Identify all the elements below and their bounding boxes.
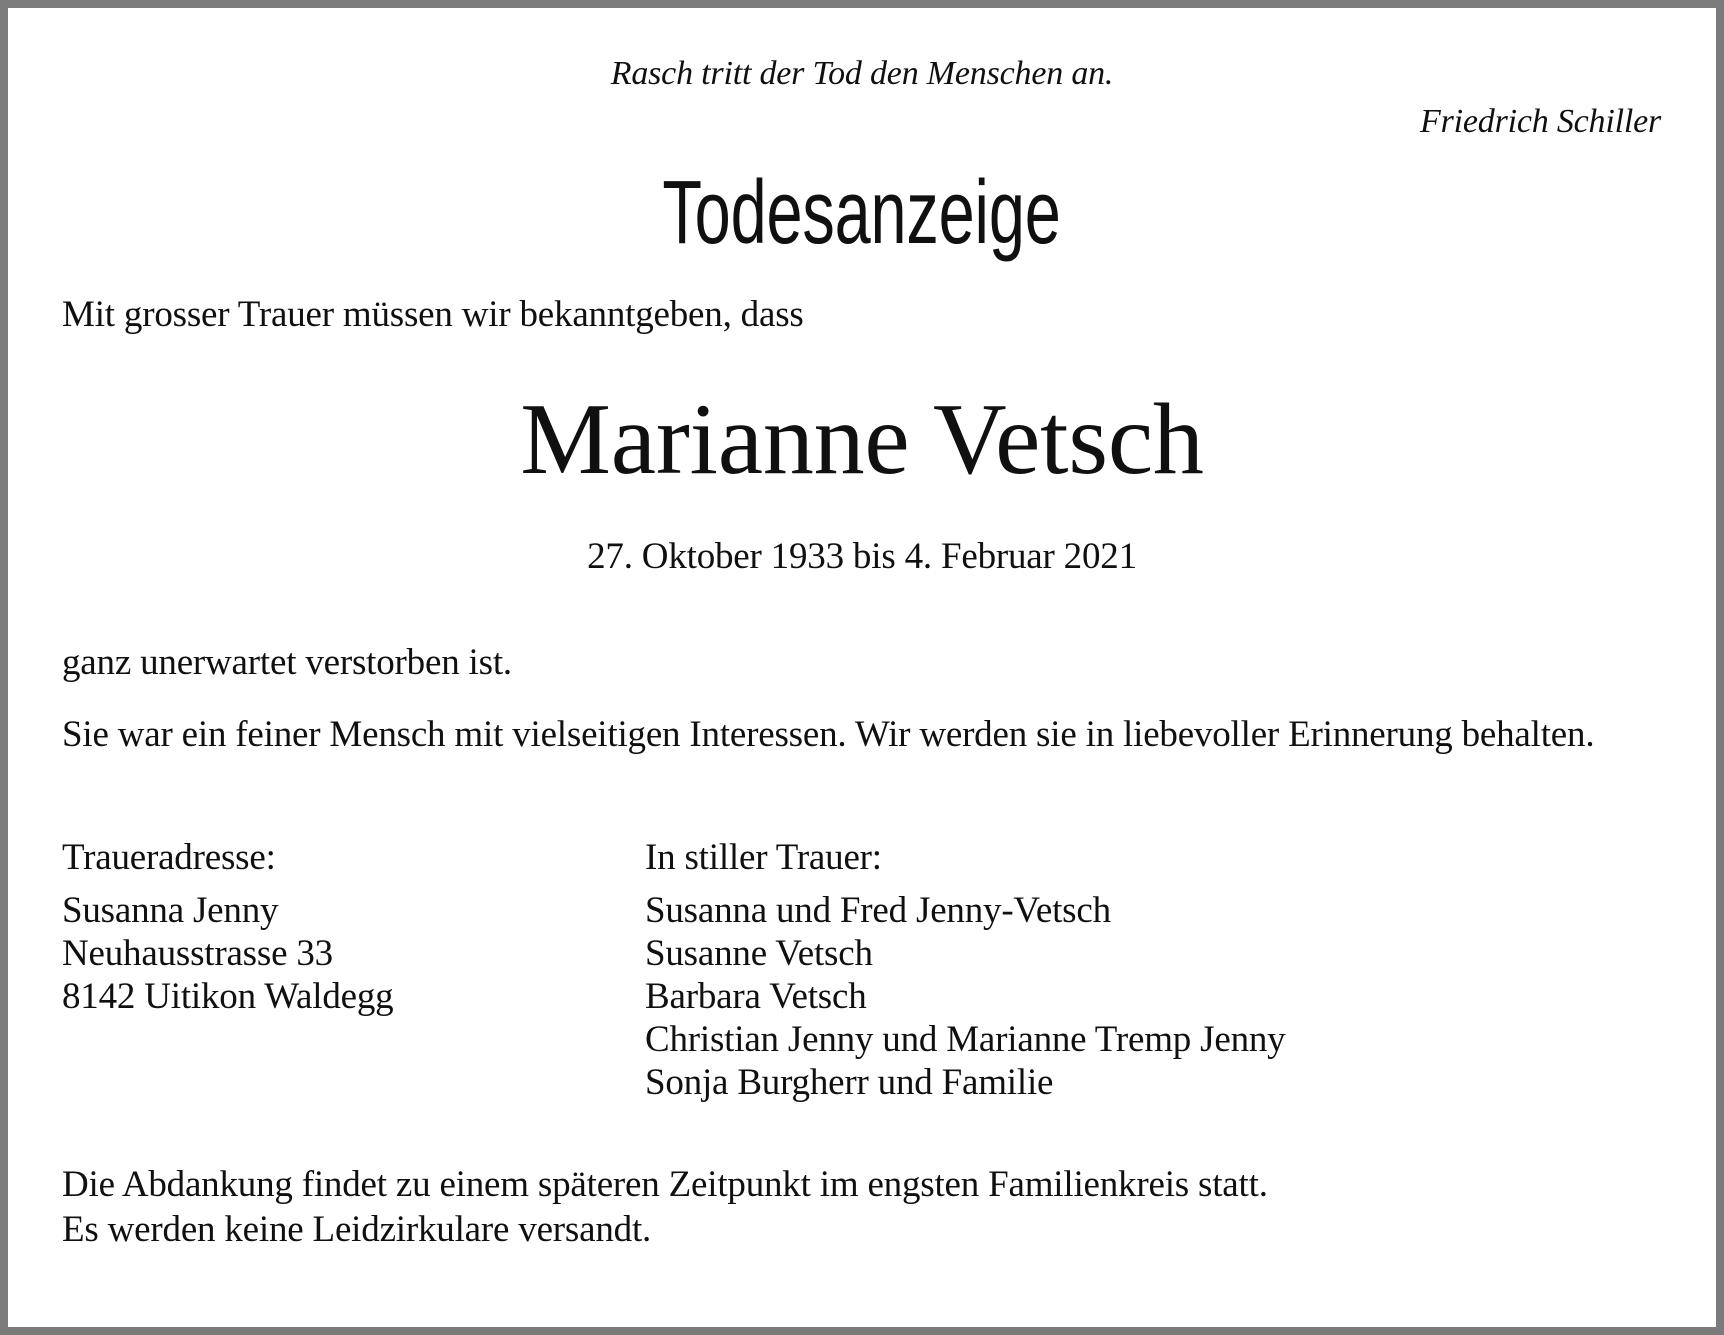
mourner-line: Susanna und Fred Jenny-Vetsch bbox=[645, 890, 1111, 931]
funeral-info-line: Es werden keine Leidzirkulare versandt. bbox=[62, 1209, 652, 1250]
mourning-address-street: Neuhausstrasse 33 bbox=[62, 933, 333, 974]
mourning-address-column bbox=[62, 836, 582, 1018]
mourner-line: Susanne Vetsch bbox=[645, 933, 873, 974]
epigraph-attribution: Friedrich Schiller bbox=[1420, 103, 1661, 140]
mourners-column bbox=[645, 836, 1645, 1104]
body-line-erinnerung: Sie war ein feiner Mensch mit vielseitigen Interessen. Wir werden sie in liebevoller Erinnerung behalten. bbox=[62, 714, 1595, 755]
mourners-header: In stiller Trauer: bbox=[645, 837, 882, 878]
deceased-dates: 27. Oktober 1933 bis 4. Februar 2021 bbox=[587, 536, 1137, 577]
body-line-verstorben: ganz unerwartet verstorben ist. bbox=[62, 642, 512, 683]
mourning-address-city: 8142 Uitikon Waldegg bbox=[62, 976, 394, 1017]
mourner-line: Barbara Vetsch bbox=[645, 976, 867, 1017]
notice-title-text: Todesanzeige bbox=[662, 163, 1062, 263]
funeral-info-line: Die Abdankung findet zu einem späteren Zeitpunkt im engsten Familienkreis statt. bbox=[62, 1164, 1268, 1205]
epigraph-quote: Rasch tritt der Tod den Menschen an. bbox=[610, 55, 1114, 92]
intro-line: Mit grosser Trauer müssen wir bekanntgeben, dass bbox=[62, 294, 804, 335]
deceased-name: Marianne Vetsch bbox=[520, 383, 1204, 496]
mourning-address-name: Susanna Jenny bbox=[62, 890, 279, 931]
mourner-line: Christian Jenny und Marianne Tremp Jenny bbox=[645, 1019, 1286, 1060]
notice-title bbox=[8, 163, 1716, 263]
mourning-address-header: Traueradresse: bbox=[62, 837, 276, 878]
funeral-info-block bbox=[62, 1162, 1268, 1252]
mourner-line: Sonja Burgherr und Familie bbox=[645, 1062, 1054, 1103]
